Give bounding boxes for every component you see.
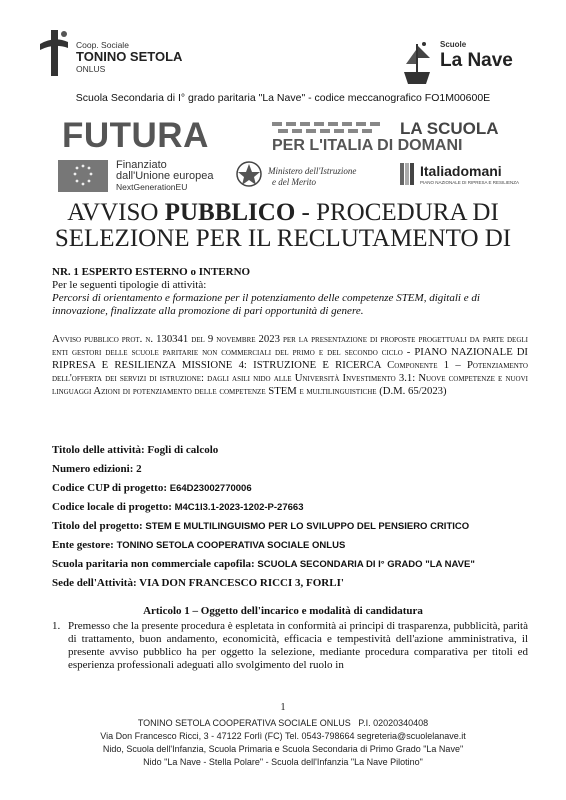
codice-locale <box>52 501 303 514</box>
footer-line3: Nido, Scuola dell'Infanzia, Scuola Primaria e Scuola Secondaria di Primo Grado "La Nave" <box>102 744 464 754</box>
titolo-attivita: Titolo delle attività: Fogli di calcolo <box>52 444 219 456</box>
coop-label: Coop. Sociale <box>76 40 129 50</box>
avviso-paragraph: Avviso pubblico prot. n. 130341 del 9 novembre 2023 per la presentazione di proposte progettuali da parte degli enti gestori delle scuole paritarie non commerciali del primo e del secondo ciclo - PIANO NAZIONALE DI RIPRESA E RESILIENZA MISSIONE 4: ISTRUZIONE E RICERCA Componente 1 – Potenziamento dell'offerta dei servizi di istruzione: dagli asili nido alle Università Investimento 3.1: Nuove competenze e nuovi linguaggi Azioni di potenziamento delle competenze STEM e multilinguistiche (D.M. 65/2023) <box>52 333 528 397</box>
eu-funding-text <box>116 160 214 193</box>
codice-locale-label: Codice locale di progetto: <box>52 501 175 513</box>
article-item-number: 1. <box>52 620 61 632</box>
titolo-progetto <box>52 520 469 533</box>
intro-section <box>52 266 528 318</box>
school-logo-small: Scuole <box>440 40 467 49</box>
footer-line4: Nido "La Nave - Stella Polare" - Scuola dell'Infanzia "La Nave Pilotino" <box>143 757 423 767</box>
article-item-text: Premesso che la presente procedura è espletata in conformità ai principi di trasparenza, pubblicità, parità di trattamento, buon andamento, economicità, efficacia e tempestività dell'azione amministrativa, il presente avviso pubblico ha per oggetto la selezione, mediante procedura comparativa per titoli ed esperienza professionali adeguati allo svolgimento del ruolo in <box>68 620 528 671</box>
ship-icon <box>400 40 434 88</box>
title-line2: SELEZIONE PER IL RECLUTAMENTO DI <box>54 225 512 252</box>
eu-line3: NextGenerationEU <box>116 182 188 192</box>
coop-name: TONINO SETOLA <box>76 49 183 64</box>
eu-line2: dall'Unione europea <box>116 170 214 182</box>
page-number: 1 <box>280 702 286 713</box>
page-title <box>0 200 566 252</box>
title-part1: AVVISO <box>67 199 165 226</box>
title-part2: PUBBLICO <box>164 199 296 226</box>
eu-flag-icon <box>58 160 108 192</box>
school-logo-name: La Nave <box>440 50 513 71</box>
ente-gestore <box>52 539 345 552</box>
ministero-line1: Ministero dell'Istruzione <box>268 166 357 176</box>
scuola-label: Scuola paritaria non commerciale capofila: <box>52 558 258 570</box>
intro-heading: NR. 1 ESPERTO ESTERNO o INTERNO <box>52 266 251 278</box>
footer-line1: TONINO SETOLA COOPERATIVA SOCIALE ONLUS P.I. 02020340408 <box>137 718 429 728</box>
intro-percorsi: Percorsi di orientamento e formazione per il potenziamento delle competenze STEM, digitali e di innovazione, finalizzate alla promozione di pari opportunità di genere. <box>52 292 480 317</box>
cup-value: E64D23002770006 <box>169 483 252 494</box>
scuola-line1: LA SCUOLA <box>400 119 499 138</box>
coop-onlus: ONLUS <box>76 64 106 74</box>
cup-label: Codice CUP di progetto: <box>52 482 170 494</box>
eu-line1: Finanziato <box>116 159 167 171</box>
numero-edizioni: Numero edizioni: 2 <box>52 463 142 475</box>
italiadomani-name: Italiadomani <box>420 163 502 179</box>
scuola-value: SCUOLA SECONDARIA DI I° GRADO "LA NAVE" <box>257 559 475 570</box>
titolo-progetto-value: STEM E MULTILINGUISMO PER LO SVILUPPO DEL PENSIERO CRITICO <box>145 521 470 532</box>
futura-logo: FUTURA <box>62 116 209 155</box>
title-part3: - PROCEDURA DI <box>295 199 499 226</box>
scuola-line2: PER L'ITALIA DI DOMANI <box>272 137 463 154</box>
codice-cup <box>52 482 252 495</box>
scuola-capofila <box>52 558 475 571</box>
intro-typology: Per le seguenti tipologie di attività: <box>52 279 207 291</box>
article-heading: Articolo 1 – Oggetto dell'incarico e modalità di candidatura <box>143 605 423 617</box>
ministero-text <box>268 166 356 188</box>
italiadomani-sub: PIANO NAZIONALE DI RIPRESA E RESILIENZA <box>420 180 520 185</box>
school-code-line: Scuola Secondaria di I° grado paritaria "La Nave" - codice meccanografico FO1M00600E <box>75 92 491 104</box>
coop-logo-icon <box>40 28 70 80</box>
titolo-progetto-label: Titolo del progetto: <box>52 520 146 532</box>
italian-emblem-icon <box>234 158 264 197</box>
ente-label: Ente gestore: <box>52 539 117 551</box>
ente-value: TONINO SETOLA COOPERATIVA SOCIALE ONLUS <box>116 540 346 551</box>
sede-attivita: Sede dell'Attività: VIA DON FRANCESCO RICCI 3, FORLI' <box>52 577 344 589</box>
footer <box>0 717 566 769</box>
codice-locale-value: M4C1I3.1-2023-1202-P-27663 <box>174 502 304 513</box>
footer-line2: Via Don Francesco Ricci, 3 - 47122 Forlì (FC) Tel. 0543-798664 segreteria@scuolelanave.it <box>100 731 466 741</box>
ministero-line2: e del Merito <box>272 177 316 187</box>
italiadomani-flag-icon <box>400 163 414 185</box>
